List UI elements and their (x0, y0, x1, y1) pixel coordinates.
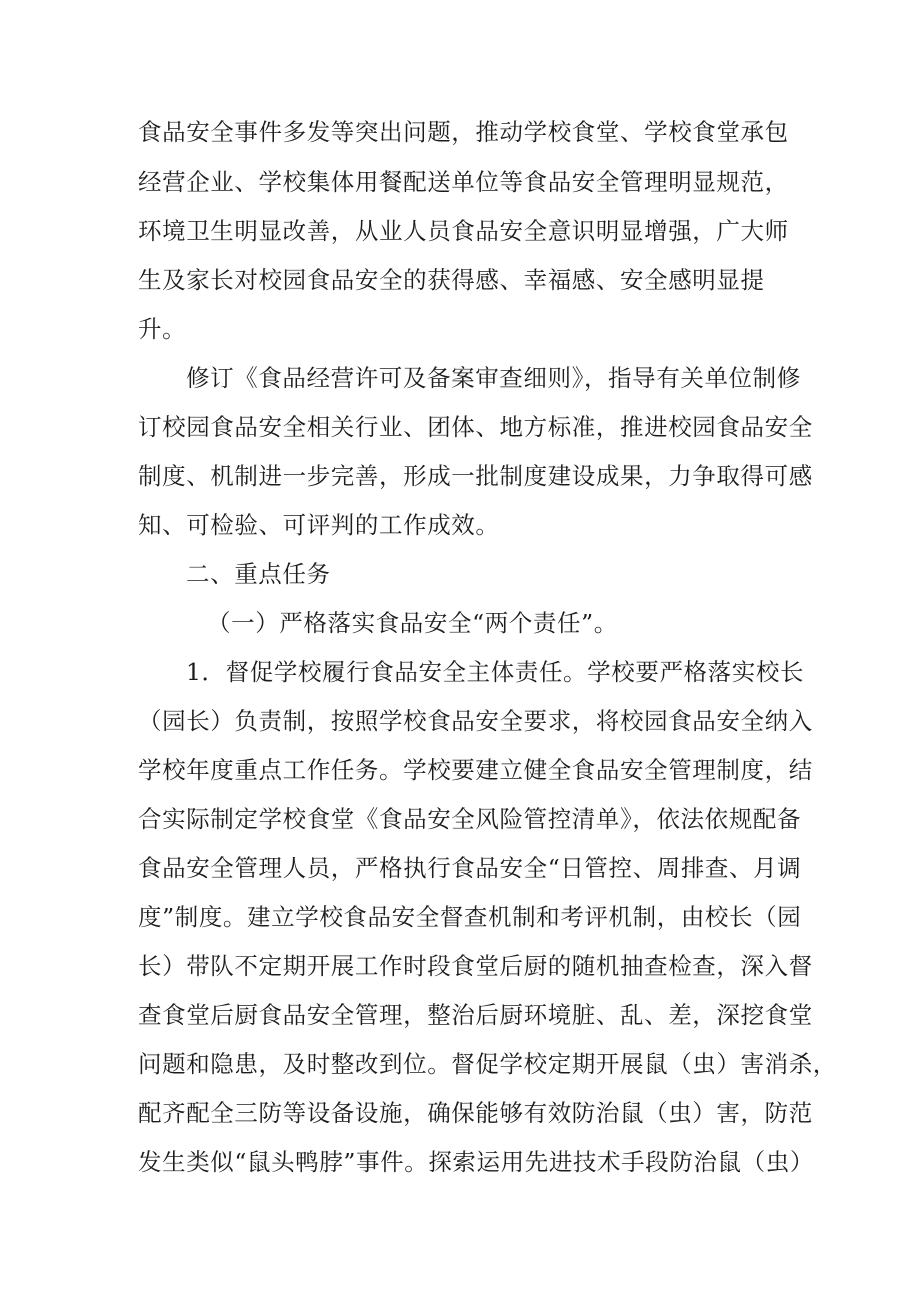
text-line: 学校年度重点工作任务。学校要建立健全食品安全管理制度，结 (138, 756, 813, 784)
text-line: 升。 (138, 315, 187, 343)
text-line: 发生类似“鼠头鸭脖”事件。探索运用先进技术手段防治鼠（虫） (138, 1148, 814, 1176)
text-line: 生及家长对校园食品安全的获得感、幸福感、安全感明显提 (138, 266, 765, 294)
text-line: 食品安全管理人员，严格执行食品安全“日管控、周排查、月调 (138, 854, 802, 882)
text-line: 食品安全事件多发等突出问题，推动学校食堂、学校食堂承包 (138, 118, 789, 146)
text-line: 经营企业、学校集体用餐配送单位等食品安全管理明显规范， (138, 168, 789, 196)
section-heading: 二、重点任务 (186, 560, 331, 588)
text-line: （园长）负责制，按照学校食品安全要求，将校园食品安全纳入 (138, 707, 813, 735)
text-line: 知、可检验、可评判的工作成效。 (138, 511, 500, 539)
text-line: 查食堂后厨食品安全管理，整治后厨环境脏、乱、差，深挖食堂 (138, 1001, 813, 1029)
paragraph-start-line: 修订《食品经营许可及备案审查细则》，指导有关单位制修 (186, 364, 801, 392)
text-line: 问题和隐患，及时整改到位。督促学校定期开展鼠（虫）害消杀， (138, 1050, 837, 1078)
text-line: 长）带队不定期开展工作时段食堂后厨的随机抽查检查，深入督 (138, 952, 813, 980)
text-line: 配齐配全三防等设备设施，确保能够有效防治鼠（虫）害，防范 (138, 1099, 813, 1127)
text-line: 制度、机制进一步完善，形成一批制度建设成果，力争取得可感 (138, 462, 813, 490)
subsection-heading: （一）严格落实食品安全“两个责任”。 (207, 609, 618, 637)
text-line: 订校园食品安全相关行业、团体、地方标准，推进校园食品安全 (138, 413, 813, 441)
text-line: 环境卫生明显改善，从业人员食品安全意识明显增强，广大师 (138, 217, 789, 245)
text-line: 合实际制定学校食堂《食品安全风险管控清单》，依法依规配备 (138, 805, 802, 833)
text-line: 度”制度。建立学校食品安全督查机制和考评机制，由校长（园 (138, 903, 802, 931)
paragraph-start-line: 1．督促学校履行食品安全主体责任。学校要严格落实校长 (186, 658, 805, 686)
